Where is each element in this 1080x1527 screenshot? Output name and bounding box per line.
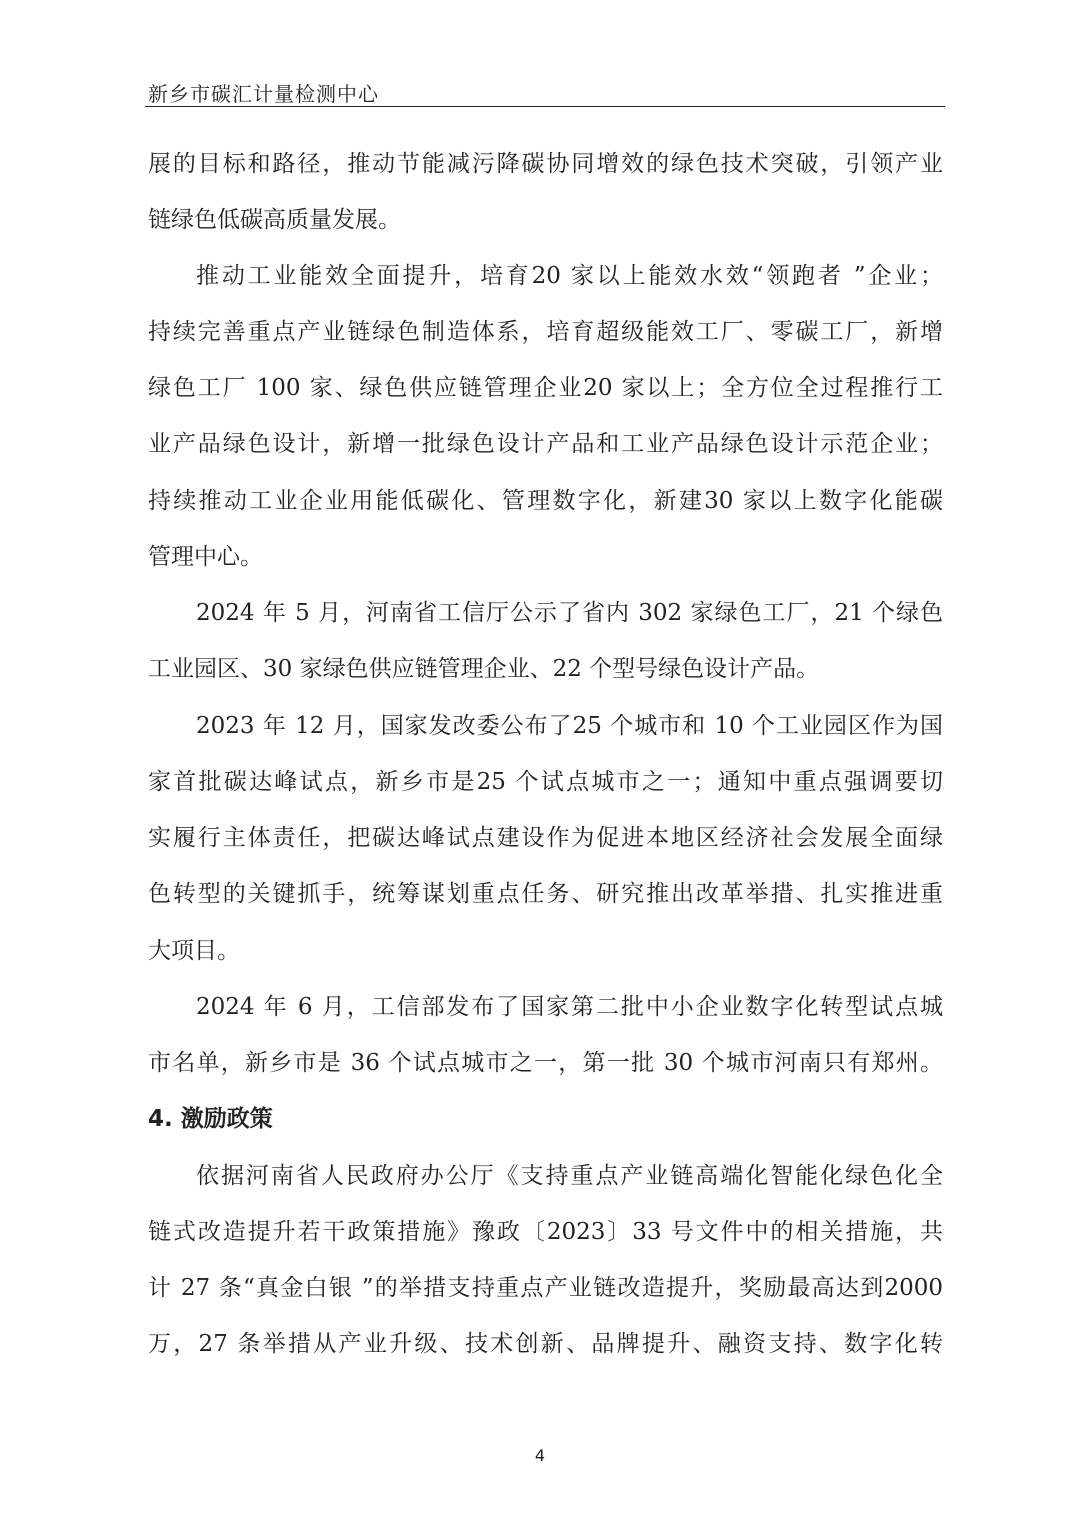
body-line: 链式改造提升若干政策措施》豫政〔2023〕33 号文件中的相关措施，共	[148, 1219, 943, 1245]
body-line: 实履行主体责任，把碳达峰试点建设作为促进本地区经济社会发展全面绿	[148, 825, 943, 851]
body-line: 市名单，新乡市是 36 个试点城市之一，第一批 30 个城市河南只有郑州。	[148, 1050, 943, 1076]
body-line: 业产品绿色设计，新增一批绿色设计产品和工业产品绿色设计示范企业；	[148, 431, 943, 457]
body-line: 大项目。	[148, 938, 240, 964]
body-line: 管理中心。	[148, 544, 263, 570]
section-heading: 4. 激励政策	[148, 1106, 273, 1132]
body-line: 展的目标和路径，推动节能减污降碳协同增效的绿色技术突破，引领产业	[148, 151, 943, 177]
body-line: 2024 年 6 月，工信部发布了国家第二批中小企业数字化转型试点城	[196, 994, 943, 1020]
header-divider	[145, 106, 945, 107]
body-line: 依据河南省人民政府办公厅《支持重点产业链高端化智能化绿色化全	[196, 1163, 943, 1189]
page-header-title: 新乡市碳汇计量检测中心	[148, 82, 379, 106]
body-line: 持续推动工业企业用能低碳化、管理数字化，新建30 家以上数字化能碳	[148, 488, 943, 514]
body-line: 家首批碳达峰试点，新乡市是25 个试点城市之一；通知中重点强调要切	[148, 769, 943, 795]
body-line: 计 27 条“真金白银 ”的举措支持重点产业链改造提升，奖励最高达到2000	[148, 1275, 943, 1301]
body-line: 链绿色低碳高质量发展。	[148, 207, 401, 233]
body-line: 工业园区、30 家绿色供应链管理企业、22 个型号绿色设计产品。	[148, 656, 820, 682]
body-line: 万，27 条举措从产业升级、技术创新、品牌提升、融资支持、数字化转	[148, 1331, 943, 1357]
body-line: 持续完善重点产业链绿色制造体系，培育超级能效工厂、零碳工厂，新增	[148, 319, 943, 345]
body-line: 绿色工厂 100 家、绿色供应链管理企业20 家以上；全方位全过程推行工	[148, 375, 943, 401]
body-line: 色转型的关键抓手，统筹谋划重点任务、研究推出改革举措、扎实推进重	[148, 881, 943, 907]
body-line: 2023 年 12 月，国家发改委公布了25 个城市和 10 个工业园区作为国	[196, 713, 943, 739]
page-number: 4	[534, 1446, 546, 1465]
body-line: 2024 年 5 月，河南省工信厅公示了省内 302 家绿色工厂，21 个绿色	[196, 600, 943, 626]
body-line: 推动工业能效全面提升，培育20 家以上能效水效“领跑者 ”企业；	[196, 263, 943, 289]
